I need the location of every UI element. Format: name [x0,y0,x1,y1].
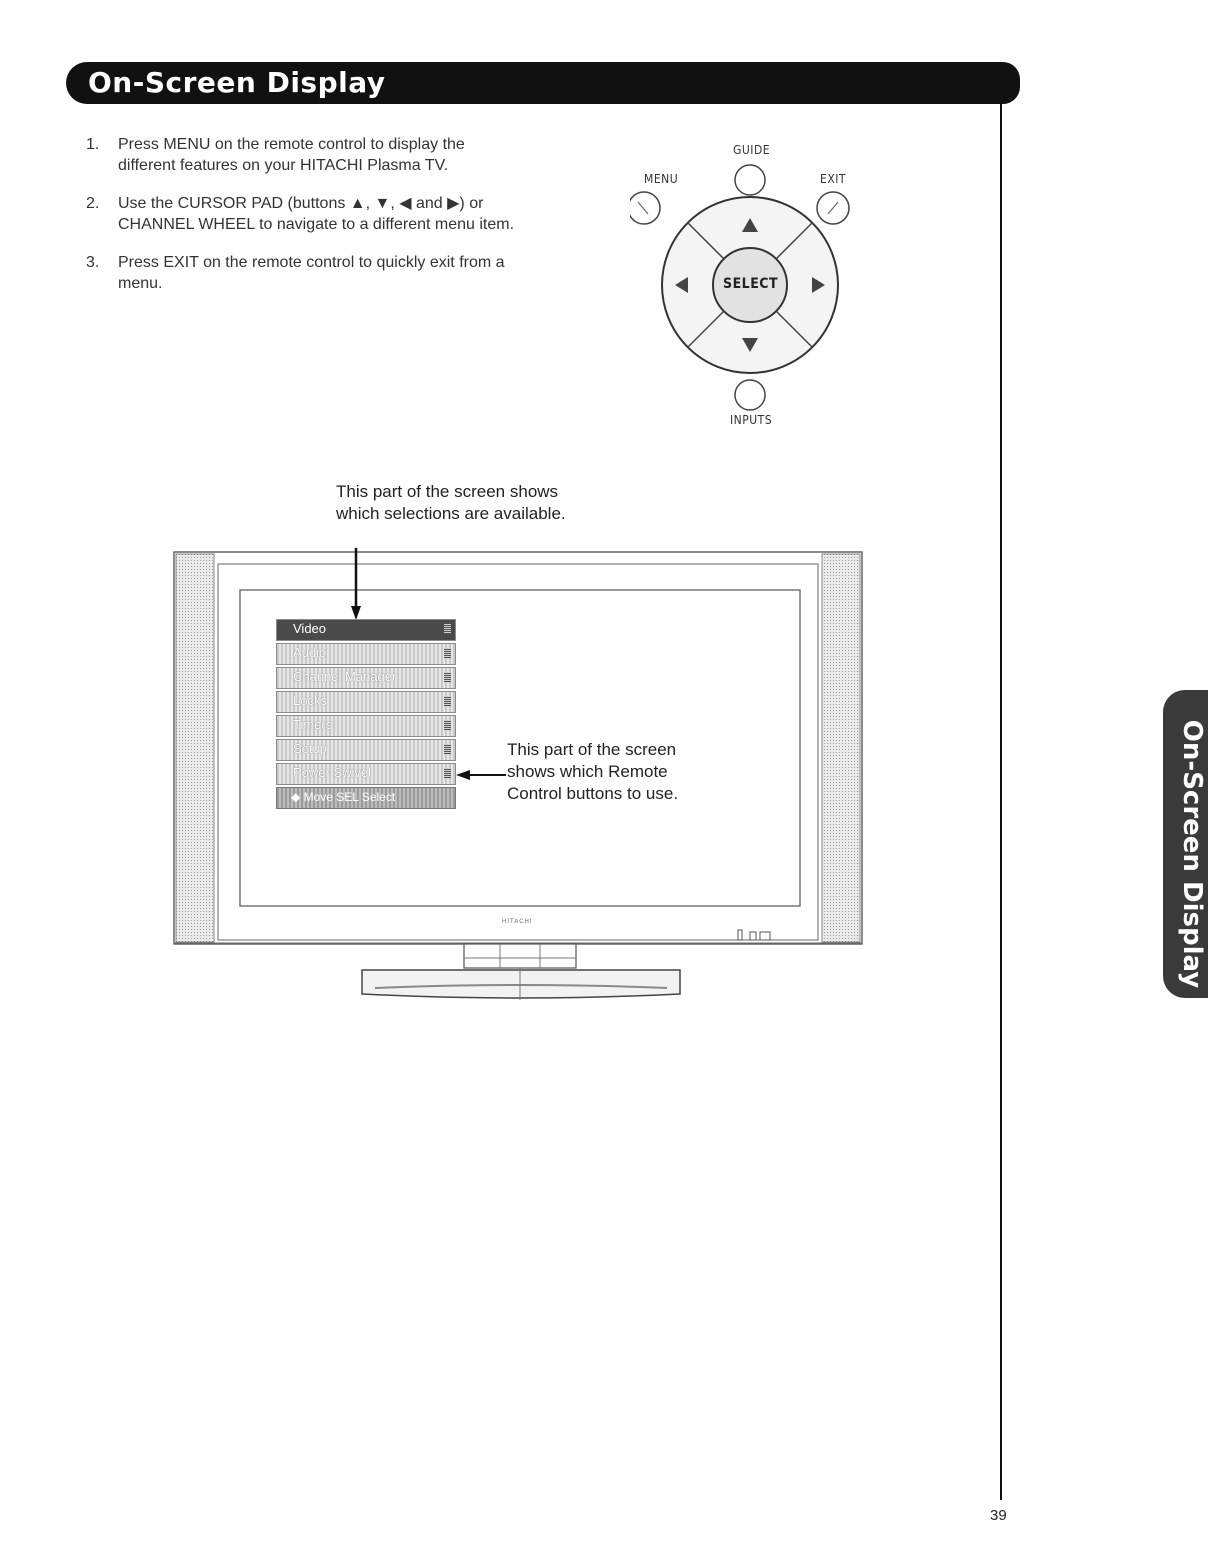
menu-footer-hints [276,787,456,809]
instruction-step [86,252,526,294]
section-header [66,62,1020,104]
menu-item-video[interactable] [276,619,456,641]
menu-item-setup[interactable] [276,739,456,761]
remote-cursor-pad-illustration [630,130,870,440]
menu-button-icon [630,192,660,224]
menu-item-channel-manager[interactable] [276,667,456,689]
select-label: SELECT [723,276,779,292]
guide-button-icon [735,165,765,195]
menu-item-marker-icon [444,672,451,682]
menu-item-marker-icon [444,744,451,754]
callout-line: This part of the screen [507,740,677,759]
menu-item-marker-icon [444,696,451,706]
side-tab-label: On-Screen Display [1177,719,1207,989]
callout-line: shows which Remote [507,762,668,781]
step-number: 1. [86,136,100,153]
page-number: 39 [990,1507,1007,1524]
menu-item-label: Setup [293,741,327,756]
left-speaker-icon [176,554,214,942]
menu-footer-label: ◆ Move SEL Select [291,790,396,804]
menu-item-locks[interactable] [276,691,456,713]
menu-item-label: Timers [293,717,333,732]
menu-item-label: Audio [293,645,327,660]
menu-item-label: Locks [293,693,327,708]
guide-label: GUIDE [733,143,771,157]
callout-line: This part of the screen shows [336,482,559,501]
tv-stand-base [362,970,680,998]
step-number: 3. [86,254,100,271]
inputs-label: INPUTS [730,413,773,427]
remote-buttons-callout [507,739,678,805]
section-title: On-Screen Display [88,66,386,99]
tv-main-menu [276,619,456,809]
menu-item-marker-icon [444,720,451,730]
callout-line: Control buttons to use. [507,784,679,803]
instruction-step [86,193,526,235]
menu-item-label: Channel Manager [293,669,397,684]
menu-item-marker-icon [444,648,451,658]
tv-stand-neck [464,944,576,968]
exit-label: EXIT [820,172,846,186]
menu-item-audio[interactable] [276,643,456,665]
available-selections-callout [336,481,566,525]
section-side-tab [1163,690,1208,998]
inputs-button-icon [735,380,765,410]
tv-brand-logo: HITACHI [502,919,533,925]
menu-item-timers[interactable] [276,715,456,737]
instruction-list [86,134,526,311]
page-rule [1000,100,1002,1500]
menu-item-label: Power Swivel [293,765,372,780]
callout-line: which selections are available. [336,504,566,523]
step-number: 2. [86,195,100,212]
instruction-step [86,134,526,176]
menu-item-label: Video [293,621,327,636]
right-speaker-icon [822,554,860,942]
menu-item-marker-icon [444,624,451,634]
menu-item-marker-icon [444,768,451,778]
step-text: Press MENU on the remote control to display the different features on your HITACHI Plasma TV. [118,136,465,174]
step-text: Press EXIT on the remote control to quickly exit from a menu. [118,254,505,292]
step-text: Use the CURSOR PAD (buttons ▲, ▼, ◀ and ▶) or CHANNEL WHEEL to navigate to a different menu item. [118,195,515,233]
menu-item-power-swivel[interactable] [276,763,456,785]
menu-label: MENU [644,172,679,186]
